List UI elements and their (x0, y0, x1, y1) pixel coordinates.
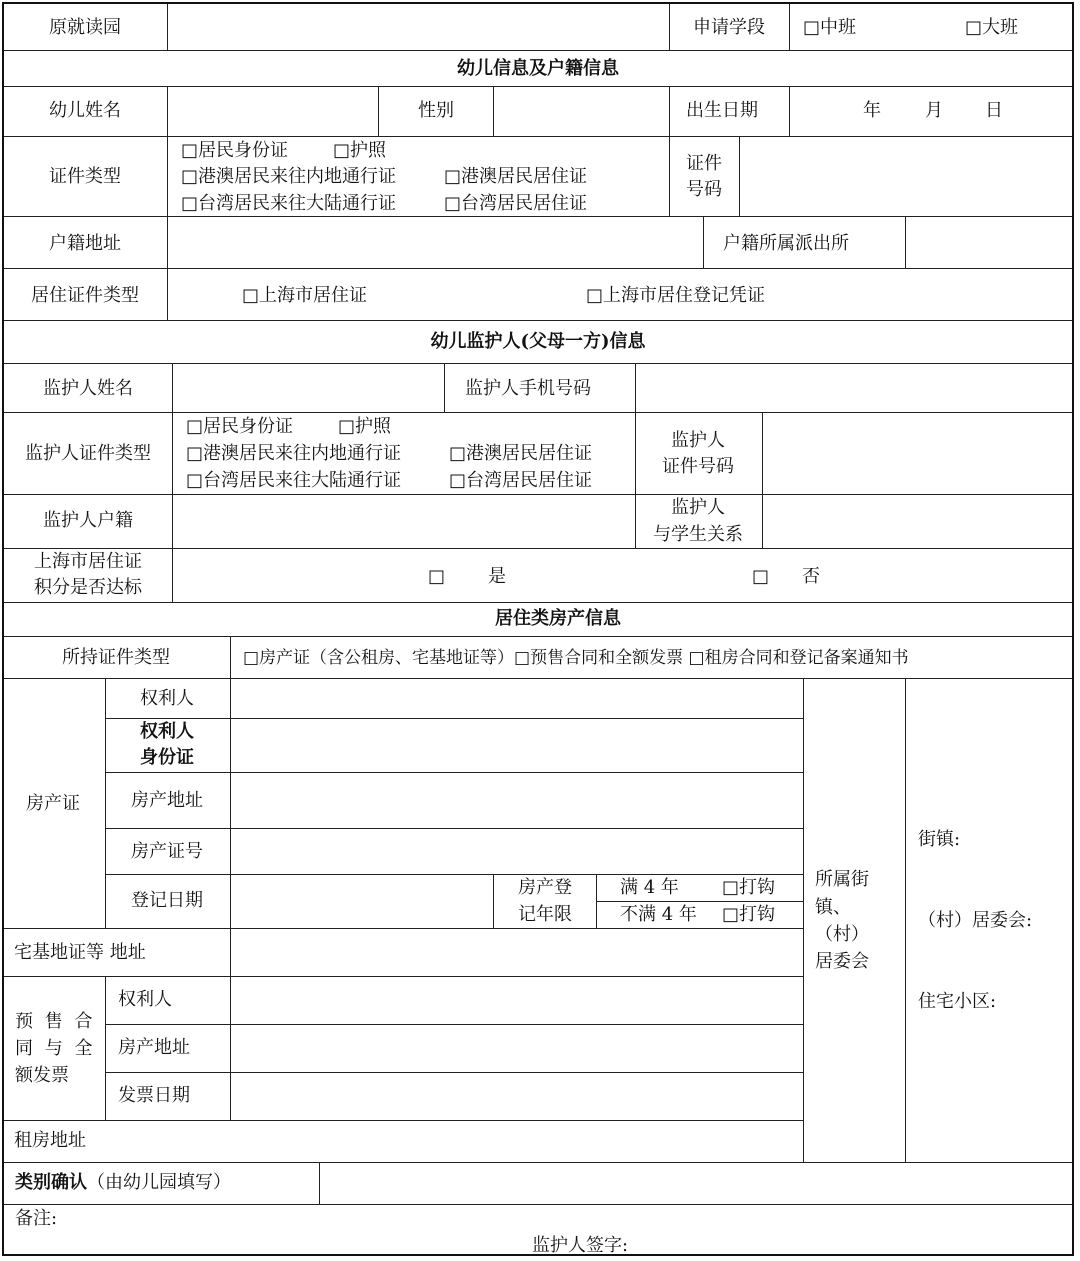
child-id-resident-checkbox[interactable]: □居民身份证 (181, 140, 289, 161)
guardian-phone-label: 监护人手机号码 (465, 378, 591, 399)
cert-type-options[interactable]: □房产证（含公租房、宅基地证等）□预售合同和全额发票 □租房合同和登记备案通知书 (243, 648, 909, 668)
presale-label-line2: 同 与 全 (15, 1038, 96, 1059)
grid-line (762, 412, 763, 548)
grid-line (4, 548, 1072, 549)
grid-line (4, 50, 1072, 51)
grid-line (105, 976, 106, 1120)
birth-day-label: 日 (985, 100, 1003, 121)
points-label-line1: 上海市居住证 (34, 551, 142, 572)
police-station-label: 户籍所属派出所 (723, 233, 849, 254)
grid-line (4, 86, 1072, 87)
grid-line (378, 86, 379, 136)
subdistrict-label-line3: （村） (815, 924, 869, 945)
grid-line (319, 1162, 320, 1204)
registration-date-label: 登记日期 (131, 890, 203, 911)
guardian-id-passport-checkbox[interactable]: □护照 (338, 416, 392, 437)
grid-line (789, 86, 790, 136)
category-confirm-label (15, 1172, 231, 1194)
grid-line (105, 1072, 803, 1073)
grid-line (596, 874, 597, 928)
grid-line (493, 86, 494, 136)
points-label-line2: 积分是否达标 (34, 577, 142, 598)
remarks-label: 备注: (15, 1208, 58, 1229)
child-section-title: 幼儿信息及户籍信息 (457, 58, 619, 79)
presale-owner-label: 权利人 (118, 989, 172, 1010)
subdistrict-label-line4: 居委会 (815, 951, 869, 972)
grid-line (105, 718, 803, 719)
grid-line (4, 602, 1072, 603)
deed-property-address-label: 房产地址 (131, 790, 203, 811)
guardian-name-label: 监护人姓名 (43, 378, 133, 399)
child-id-type-label: 证件类型 (49, 166, 121, 187)
guardian-id-resident-checkbox[interactable]: □居民身份证 (186, 416, 294, 437)
birth-date-label: 出生日期 (686, 100, 758, 121)
child-id-number-label-line2: 号码 (686, 179, 722, 200)
child-id-tw-permit-checkbox[interactable]: □台湾居民来往大陆通行证 (181, 193, 397, 214)
points-no-checkbox[interactable]: □ (752, 566, 770, 587)
street-town-label: 街镇: (918, 829, 961, 850)
subdistrict-label-line1: 所属街 (815, 869, 869, 890)
child-id-number-label-line1: 证件 (686, 153, 722, 174)
grid-line (444, 363, 445, 412)
points-no-label: 否 (802, 566, 820, 587)
guardian-household-label: 监护人户籍 (43, 510, 133, 531)
category-confirm-bold: 类别确认 (15, 1172, 87, 1193)
child-id-tw-residence-checkbox[interactable]: □台湾居民居住证 (444, 193, 588, 214)
residence-registration-checkbox[interactable]: □上海市居住登记凭证 (586, 285, 766, 306)
grid-line (105, 874, 803, 875)
residential-community-label: 住宅小区: (918, 991, 997, 1012)
grid-line (4, 320, 1072, 321)
guardian-section-title: 幼儿监护人(父母一方)信息 (430, 331, 646, 352)
points-yes-checkbox[interactable]: □ (428, 566, 446, 587)
grade-senior-checkbox[interactable]: □大班 (965, 17, 1019, 38)
guardian-id-tw-permit-checkbox[interactable]: □台湾居民来往大陆通行证 (186, 470, 402, 491)
registration-term-label-line2: 记年限 (518, 904, 572, 925)
under-4-years-checkbox[interactable]: □打钩 (722, 904, 776, 925)
grid-line (4, 928, 803, 929)
child-id-passport-checkbox[interactable]: □护照 (333, 140, 387, 161)
points-yes-label: 是 (488, 566, 506, 587)
grid-line (905, 678, 906, 1162)
residence-permit-type-label: 居住证件类型 (31, 285, 139, 306)
child-id-hk-residence-checkbox[interactable]: □港澳居民居住证 (444, 166, 588, 187)
grid-line (4, 216, 1072, 217)
birth-year-label: 年 (863, 100, 881, 121)
grid-line (669, 86, 670, 136)
grid-line (167, 216, 168, 268)
rental-address-label: 租房地址 (14, 1130, 86, 1151)
deed-owner-id-label-line2: 身份证 (140, 747, 194, 768)
grid-line (172, 363, 173, 602)
child-id-hk-permit-checkbox[interactable]: □港澳居民来往内地通行证 (181, 166, 397, 187)
grid-line (596, 901, 803, 902)
deed-owner-id-label-line1: 权利人 (140, 721, 194, 742)
original-kindergarten-label: 原就读园 (49, 17, 121, 38)
grid-line (493, 874, 494, 928)
grid-line (4, 494, 1072, 495)
grid-line (167, 268, 168, 320)
birth-month-label: 月 (925, 100, 943, 121)
registration-term-label-line1: 房产登 (518, 877, 572, 898)
under-4-years-label: 不满 4 年 (620, 904, 697, 925)
guardian-id-hk-permit-checkbox[interactable]: □港澳居民来往内地通行证 (186, 443, 402, 464)
cert-type-label: 所持证件类型 (62, 647, 170, 668)
category-confirm-note: （由幼儿园填写） (87, 1172, 231, 1193)
grid-line (669, 136, 670, 216)
grid-line (230, 636, 231, 1120)
guardian-id-tw-residence-checkbox[interactable]: □台湾居民居住证 (449, 470, 593, 491)
over-4-years-checkbox[interactable]: □打钩 (722, 877, 776, 898)
grid-line (703, 216, 704, 268)
child-name-label: 幼儿姓名 (49, 100, 121, 121)
grid-line (4, 136, 1072, 137)
grid-line (4, 412, 1072, 413)
presale-property-address-label: 房产地址 (118, 1037, 190, 1058)
grid-line (789, 4, 790, 50)
grid-line (4, 268, 1072, 269)
grid-line (803, 678, 804, 1162)
grid-line (105, 678, 106, 928)
grid-line (105, 828, 803, 829)
grid-line (105, 772, 803, 773)
deed-number-label: 房产证号 (131, 841, 203, 862)
guardian-id-hk-residence-checkbox[interactable]: □港澳居民居住证 (449, 443, 593, 464)
grid-line (4, 1162, 1072, 1163)
grid-line (4, 678, 1072, 679)
grid-line (4, 1204, 1072, 1205)
guardian-id-number-label-line1: 监护人 (671, 430, 725, 451)
grid-line (105, 1024, 803, 1025)
residence-permit-checkbox[interactable]: □上海市居住证 (242, 285, 368, 306)
guardian-id-number-label-line2: 证件号码 (662, 456, 734, 477)
invoice-date-label: 发票日期 (118, 1085, 190, 1106)
gender-label: 性别 (418, 100, 454, 121)
presale-label-line1: 预 售 合 (15, 1011, 96, 1032)
grid-line (635, 363, 636, 548)
grid-line (4, 363, 1072, 364)
grid-line (4, 1120, 803, 1121)
grid-line (167, 4, 168, 50)
apply-grade-label: 申请学段 (693, 17, 765, 38)
village-committee-label: （村）居委会: (918, 910, 1033, 931)
subdistrict-label-line2: 镇、 (815, 897, 851, 918)
grade-middle-checkbox[interactable]: □中班 (803, 17, 857, 38)
guardian-signature-label: 监护人签字: (532, 1235, 629, 1256)
presale-label-line3: 额发票 (15, 1065, 69, 1086)
signature-line[interactable] (650, 1254, 792, 1255)
grid-line (167, 136, 168, 216)
homestead-address-label: 宅基地证等 地址 (14, 942, 146, 963)
guardian-relation-label-line1: 监护人 (671, 497, 725, 518)
deed-owner-label: 权利人 (140, 688, 194, 709)
over-4-years-label: 满 4 年 (620, 877, 679, 898)
grid-line (905, 216, 906, 268)
grid-line (739, 136, 740, 216)
guardian-relation-label-line2: 与学生关系 (653, 524, 743, 545)
deed-label: 房产证 (26, 793, 80, 814)
property-section-title: 居住类房产信息 (495, 608, 621, 629)
grid-line (669, 4, 670, 50)
grid-line (167, 86, 168, 136)
household-address-label: 户籍地址 (49, 233, 121, 254)
grid-line (4, 636, 1072, 637)
guardian-id-type-label: 监护人证件类型 (25, 443, 151, 464)
grid-line (4, 976, 803, 977)
